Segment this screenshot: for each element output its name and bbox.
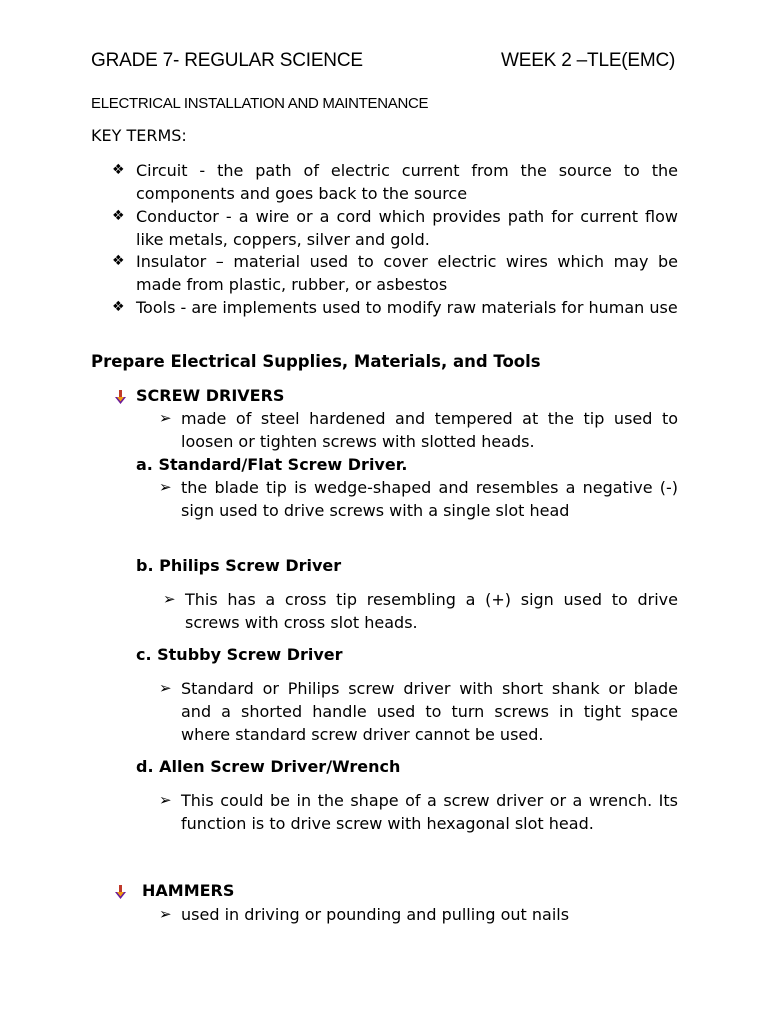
arrowhead-bullet-icon: ➢ (159, 478, 172, 496)
diamond-bullet-icon: ❖ (112, 208, 125, 224)
key-terms-label: KEY TERMS: (91, 126, 187, 145)
subtype-title: d. Allen Screw Driver/Wrench (136, 757, 401, 776)
category-hammers (114, 881, 234, 900)
key-term-text: Circuit - the path of electric current from the source to the components and goes back to the source (136, 161, 678, 203)
header-week: WEEK 2 –TLE(EMC) (501, 50, 676, 71)
subtype-title: b. Philips Screw Driver (136, 556, 342, 575)
description-text: the blade tip is wedge-shaped and resembles a negative (-) sign used to drive screws with a single slot head (181, 478, 678, 520)
key-term-item (112, 205, 678, 251)
description-item (163, 588, 678, 634)
description-item (159, 476, 678, 522)
key-term-item (112, 296, 678, 319)
arrowhead-bullet-icon: ➢ (159, 905, 172, 923)
diamond-bullet-icon: ❖ (112, 253, 125, 269)
arrowhead-bullet-icon: ➢ (159, 679, 172, 697)
description-text: made of steel hardened and tempered at the tip used to loosen or tighten screws with slotted heads. (181, 409, 678, 451)
description-text: This could be in the shape of a screw driver or a wrench. Its function is to drive screw with hexagonal slot head. (181, 791, 678, 833)
description-item (159, 407, 678, 453)
down-arrow-bullet-icon (114, 884, 128, 900)
header-grade: GRADE 7- REGULAR SCIENCE (91, 50, 363, 71)
description-item (159, 677, 678, 746)
arrowhead-bullet-icon: ➢ (163, 590, 176, 608)
diamond-bullet-icon: ❖ (112, 162, 125, 178)
category-screw-drivers (114, 386, 284, 405)
arrowhead-bullet-icon: ➢ (159, 791, 172, 809)
description-item (159, 789, 678, 835)
subtype-title: c. Stubby Screw Driver (136, 645, 343, 664)
diamond-bullet-icon: ❖ (112, 299, 125, 315)
document-subtitle: ELECTRICAL INSTALLATION AND MAINTENANCE (91, 95, 429, 112)
key-term-text: Conductor - a wire or a cord which provides path for current flow like metals, coppers, silver and gold. (136, 207, 678, 249)
arrowhead-bullet-icon: ➢ (159, 409, 172, 427)
description-text: This has a cross tip resembling a (+) sign used to drive screws with cross slot heads. (185, 590, 678, 632)
section-title: Prepare Electrical Supplies, Materials, and Tools (91, 352, 541, 371)
category-title: SCREW DRIVERS (136, 386, 285, 405)
subtype-title: a. Standard/Flat Screw Driver. (136, 455, 408, 474)
key-term-text: Tools - are implements used to modify raw materials for human use (136, 298, 678, 317)
down-arrow-bullet-icon (114, 389, 128, 405)
key-term-item (112, 159, 678, 205)
description-item (159, 903, 678, 926)
key-term-text: Insulator – material used to cover electric wires which may be made from plastic, rubber, or asbestos (136, 252, 678, 294)
description-text: used in driving or pounding and pulling out nails (181, 905, 570, 924)
key-term-item (112, 250, 678, 296)
category-title: HAMMERS (142, 881, 235, 900)
description-text: Standard or Philips screw driver with short shank or blade and a shorted handle used to turn screws in tight space where standard screw driver cannot be used. (181, 679, 678, 744)
